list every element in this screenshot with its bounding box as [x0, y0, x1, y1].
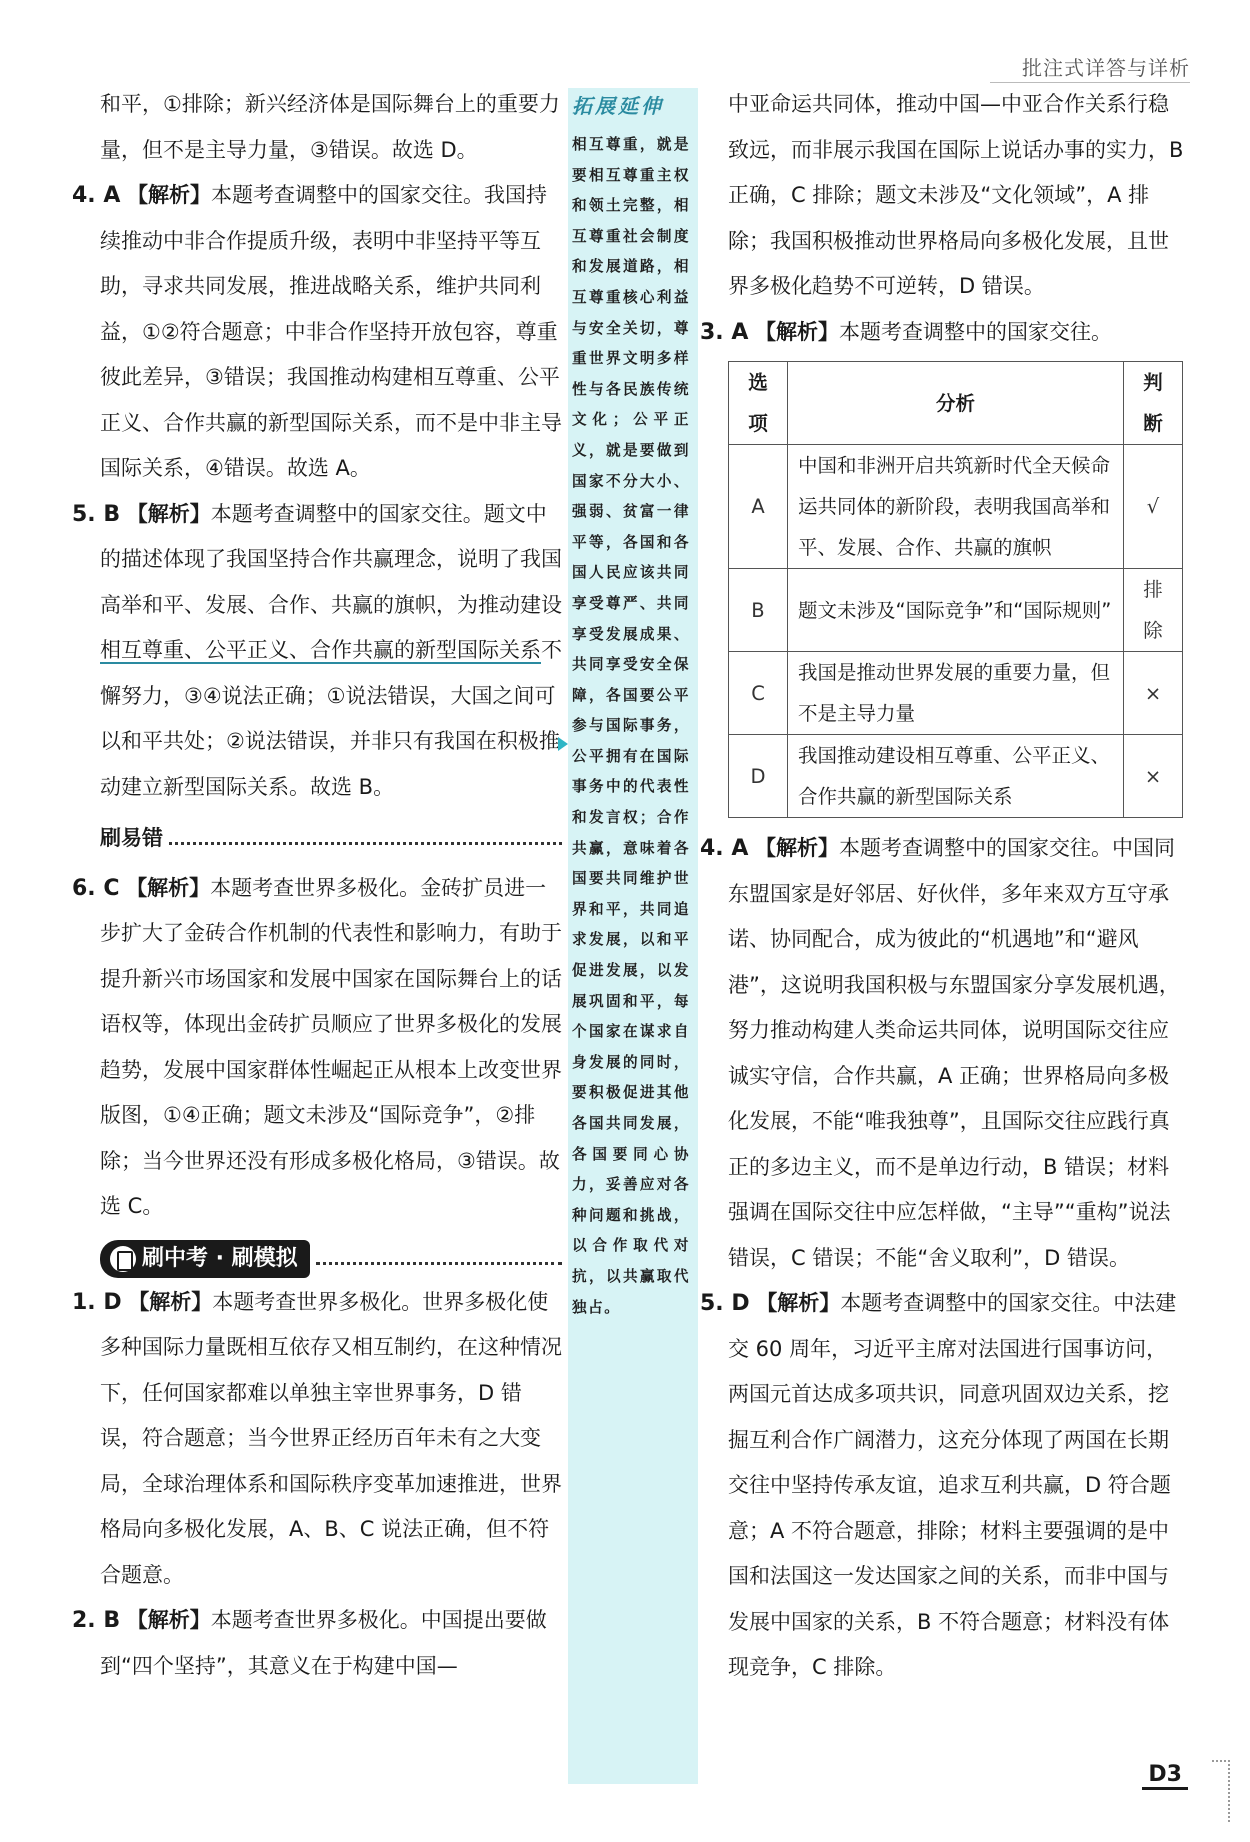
table-header: 判断 — [1124, 362, 1183, 445]
mock-answer-1 — [72, 1280, 562, 1599]
analysis-cell: 我国是推动世界发展的重要力量，但不是主导力量 — [788, 652, 1124, 735]
answer-5 — [72, 492, 562, 811]
analysis-table — [728, 361, 1183, 818]
answer-text: 本题考查调整中的国家交往。我国持续推动中非合作提质升级，表明中非坚持平等互助，寻求共同发展，推进战略关系，维护共同利益，①②符合题意；中非合作坚持开放包容，尊重彼此差异，③错误；我国推动构建相互尊重、公平正义、合作共赢的新型国际关系，而不是中非主导国际关系，④错误。故选 A。 — [100, 183, 562, 480]
answer-num: 5. D — [700, 1291, 750, 1316]
table-row — [729, 735, 1183, 818]
answer-num: 1. D — [72, 1289, 122, 1315]
mock-answer-4 — [700, 826, 1186, 1281]
answer-6 — [72, 866, 562, 1230]
answer-text: 本题考查世界多极化。中国提出要做到“四个坚持”，其意义在于构建中国— — [100, 1608, 547, 1678]
page-header: 批注式详答与详析 — [1022, 56, 1190, 80]
corner-mark — [1212, 1760, 1230, 1822]
table-header-row — [729, 362, 1183, 445]
option-cell: B — [729, 569, 788, 652]
result-cell: × — [1124, 652, 1183, 735]
option-cell: A — [729, 445, 788, 569]
table-row — [729, 569, 1183, 652]
answer-num: 3. A — [700, 319, 749, 345]
analysis-cell: 我国推动建设相互尊重、公平正义、合作共赢的新型国际关系 — [788, 735, 1124, 818]
option-cell: C — [729, 652, 788, 735]
analysis-label: 【解析】 — [755, 319, 840, 344]
analysis-label: 【解析】 — [755, 836, 840, 860]
section-title: 刷易错 — [100, 826, 163, 850]
sidebar-title: 拓展延伸 — [572, 94, 664, 118]
dotted-rule — [316, 1252, 562, 1265]
answer-text: 本题考查调整中的国家交往。中国同东盟国家是好邻居、好伙伴，多年来双方互守承诺、协同配合，成为彼此的“机遇地”和“避风港”，这说明我国积极与东盟国家分享发展机遇，努力推动构建人类命运共同体，说明国际交往应诚实守信，合作共赢，A 正确；世界格局向多极化发展，不能“唯我独尊”，且国际交往应践行真正的多边主义，而不是单边行动，B 错误；材料强调在国际交往中应怎样做，“主导”“重构”说法错误，C 错误；不能“舍义取利”，D 错误。 — [728, 836, 1180, 1270]
option-cell: D — [729, 735, 788, 818]
intro-text: 和平，①排除；新兴经济体是国际舞台上的重要力量，但不是主导力量，③错误。故选 D。 — [100, 92, 560, 162]
section-yicuo — [100, 816, 562, 862]
answer-text: 本题考查调整中的国家交往。题文中的描述体现了我国坚持合作共赢理念，说明了我国高举和平、发展、合作、共赢的旗帜，为推动建设 — [100, 501, 562, 617]
answer-num: 6. C — [72, 875, 120, 901]
analysis-label: 【解析】 — [126, 501, 211, 526]
mock-answer-2 — [72, 1598, 562, 1689]
section-zhongkao — [100, 1240, 562, 1278]
book-icon — [110, 1246, 136, 1272]
answer-num: 4. A — [72, 183, 121, 208]
answer-num: 4. A — [700, 836, 749, 861]
analysis-label: 【解析】 — [126, 875, 211, 900]
answer-text: 不懈努力，③④说法正确；①说法错误，大国之间可以和平共处；②说法错误，并非只有我国在积极推动建立新型国际关系。故选 B。 — [100, 638, 562, 799]
answer-4 — [72, 173, 562, 492]
page-number: D3 — [1142, 1762, 1188, 1790]
table-row — [729, 445, 1183, 569]
result-cell: 排除 — [1124, 569, 1183, 652]
analysis-cell: 中国和非洲开启共筑新时代全天候命运共同体的新阶段，表明我国高举和平、发展、合作、共赢的旗帜 — [788, 445, 1124, 569]
mock-answer-3 — [700, 310, 1186, 356]
left-column — [72, 82, 562, 1689]
answer-num: 5. B — [72, 501, 121, 527]
section-pill — [100, 1240, 310, 1278]
analysis-label: 【解析】 — [128, 1289, 213, 1314]
underlined-phrase: 相互尊重、公平正义、合作共赢的新型国际关系 — [100, 638, 541, 662]
table-header: 选项 — [729, 362, 788, 445]
answer-text: 本题考查调整中的国家交往。中法建交 60 周年，习近平主席对法国进行国事访问，两国元首达成多项共识，同意巩固双边关系，挖掘互利合作广阔潜力，这充分体现了两国在长期交往中坚持传承友谊，追求互利共赢，D 符合题意；A 不符合题意，排除；材料主要强调的是中国和法国这一发达国家之间的关系，而非中国与发展中国家的关系，B 不符合题意；材料没有体现竞争，C 排除。 — [728, 1291, 1177, 1679]
table-row — [729, 652, 1183, 735]
dotted-rule — [169, 832, 562, 845]
analysis-cell: 题文未涉及“国际竞争”和“国际规则” — [788, 569, 1124, 652]
answer-2-continued: 中亚命运共同体，推动中国—中亚合作关系行稳致远，而非展示我国在国际上说话办事的实力，B 正确，C 排除；题文未涉及“文化领域”，A 排除；我国积极推动世界格局向多极化发展，且世界多极化趋势不可逆转，D 错误。 — [728, 92, 1184, 298]
sidebar-text: 相互尊重，就是要相互尊重主权和领土完整，相互尊重社会制度和发展道路，相互尊重核心利益与安全关切，尊重世界文明多样性与各民族传统文化；公平正义，就是要做到国家不分大小、强弱、贫富一律平等，各国和各国人民应该共同享受尊严、共同享受发展成果、共同享受安全保障，各国要公平参与国际事务，公平拥有在国际事务中的代表性和发言权；合作共赢，意味着各国要共同维护世界和平，共同追求发展，以和平促进发展，以发展巩固和平，每个国家在谋求自身发展的同时，要积极促进其他各国共同发展，各国要同心协力，妥善应对各种问题和挑战，以合作取代对抗，以共赢取代独占。 — [572, 136, 690, 1316]
pointer-arrow-icon — [558, 737, 568, 751]
analysis-label: 【解析】 — [756, 1291, 841, 1315]
section-title: 刷中考 · 刷模拟 — [142, 1245, 298, 1271]
answer-text: 本题考查世界多极化。世界多极化使多种国际力量既相互依存又相互制约，在这种情况下，任何国家都难以单独主宰世界事务，D 错误，符合题意；当今世界正经历百年未有之大变局，全球治理体系和国际秩序变革加速推进，世界格局向多极化发展，A、B、C 说法正确，但不符合题意。 — [100, 1289, 562, 1587]
analysis-label: 【解析】 — [126, 1608, 211, 1632]
result-cell: √ — [1124, 445, 1183, 569]
analysis-label: 【解析】 — [127, 183, 212, 207]
answer-text: 本题考查世界多极化。金砖扩员进一步扩大了金砖合作机制的代表性和影响力，有助于提升新兴市场国家和发展中国家在国际舞台上的话语权等，体现出金砖扩员顺应了世界多极化的发展趋势，发展中国家群体性崛起正从根本上改变世界版图，①④正确；题文未涉及“国际竞争”，②排除；当今世界还没有形成多极化格局，③错误。故选 C。 — [100, 875, 562, 1218]
result-cell: × — [1124, 735, 1183, 818]
right-column — [700, 82, 1186, 1691]
answer-text: 本题考查调整中的国家交往。 — [839, 319, 1113, 344]
table-header: 分析 — [788, 362, 1124, 445]
answer-num: 2. B — [72, 1608, 121, 1633]
mock-answer-5 — [700, 1281, 1186, 1691]
